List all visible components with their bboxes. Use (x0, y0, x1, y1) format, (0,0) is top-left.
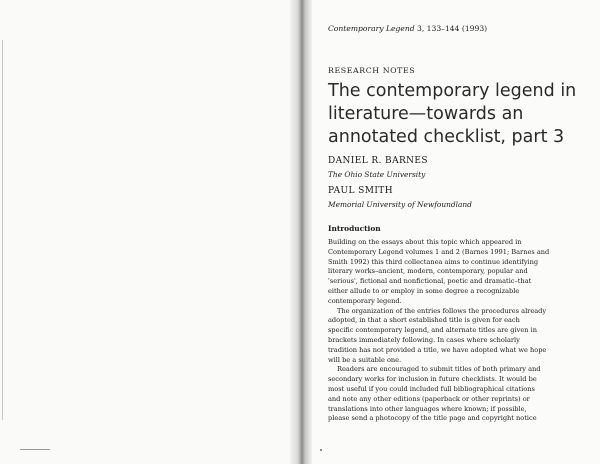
body-line: specific contemporary legend, and alternate titles are given in (328, 326, 537, 335)
author-name: DANIEL R. BARNES (328, 156, 428, 166)
body-line: Contemporary Legend volumes 1 and 2 (Barnes 1991; Barnes and (328, 247, 550, 256)
body-line: will be a suitable one. (328, 355, 402, 364)
body-line: The organization of the entries follows the procedures already (337, 306, 547, 315)
body-line: adopted, in that a short established title is given for each (328, 316, 520, 325)
body-line: brackets immediately following. In cases where scholarly (328, 335, 520, 344)
body-line: please send a photocopy of the title page and copyright notice (328, 414, 537, 423)
body-line: Smith 1992) this third collectanea aims to continue identifying (328, 257, 539, 266)
body-line: literary works–ancient, modern, contemporary, popular and (328, 267, 528, 276)
scan-speck (320, 449, 322, 451)
page-edge-mark (20, 449, 50, 450)
journal-name: Contemporary Legend (328, 24, 415, 33)
body-line: secondary works for inclusion in future checklists. It would be (328, 375, 537, 384)
author-name: PAUL SMITH (328, 186, 393, 196)
body-line: most useful if you could included full bibliographical citations (328, 384, 535, 393)
section-heading: Introduction (328, 224, 381, 233)
body-line: tradition has not provided a title, we have adopted what we hope (328, 345, 547, 354)
body-line: 'serious', fictional and nonfictional, poetic and dramatic–that (328, 277, 532, 286)
section-label: RESEARCH NOTES (328, 66, 416, 75)
title-line: annotated checklist, part 3 (328, 127, 565, 147)
journal-details: 3, 133–144 (1993) (417, 24, 488, 33)
author-affiliation: The Ohio State University (328, 170, 426, 179)
body-line: Readers are encouraged to submit titles of both primary and (337, 365, 541, 374)
body-line: Building on the essays about this topic which appeared in (328, 238, 522, 246)
page-edge-line (2, 40, 3, 420)
body-line: and note any other editions (paperback or other reprints) or (328, 394, 530, 403)
body-line: translations into other languages where known; if possible, (328, 404, 527, 413)
running-head (328, 24, 487, 33)
body-line: contemporary legend. (328, 296, 402, 305)
author-affiliation: Memorial University of Newfoundland (328, 200, 472, 209)
book-gutter (290, 0, 312, 464)
body-line: either allude to or employ in some degree a recognizable (328, 286, 520, 295)
article-title (328, 80, 590, 149)
title-line: literature—towards an (328, 104, 524, 124)
left-blank-page (0, 0, 298, 464)
right-page (328, 0, 594, 464)
body-text (328, 238, 594, 424)
title-line: The contemporary legend in (328, 81, 577, 101)
